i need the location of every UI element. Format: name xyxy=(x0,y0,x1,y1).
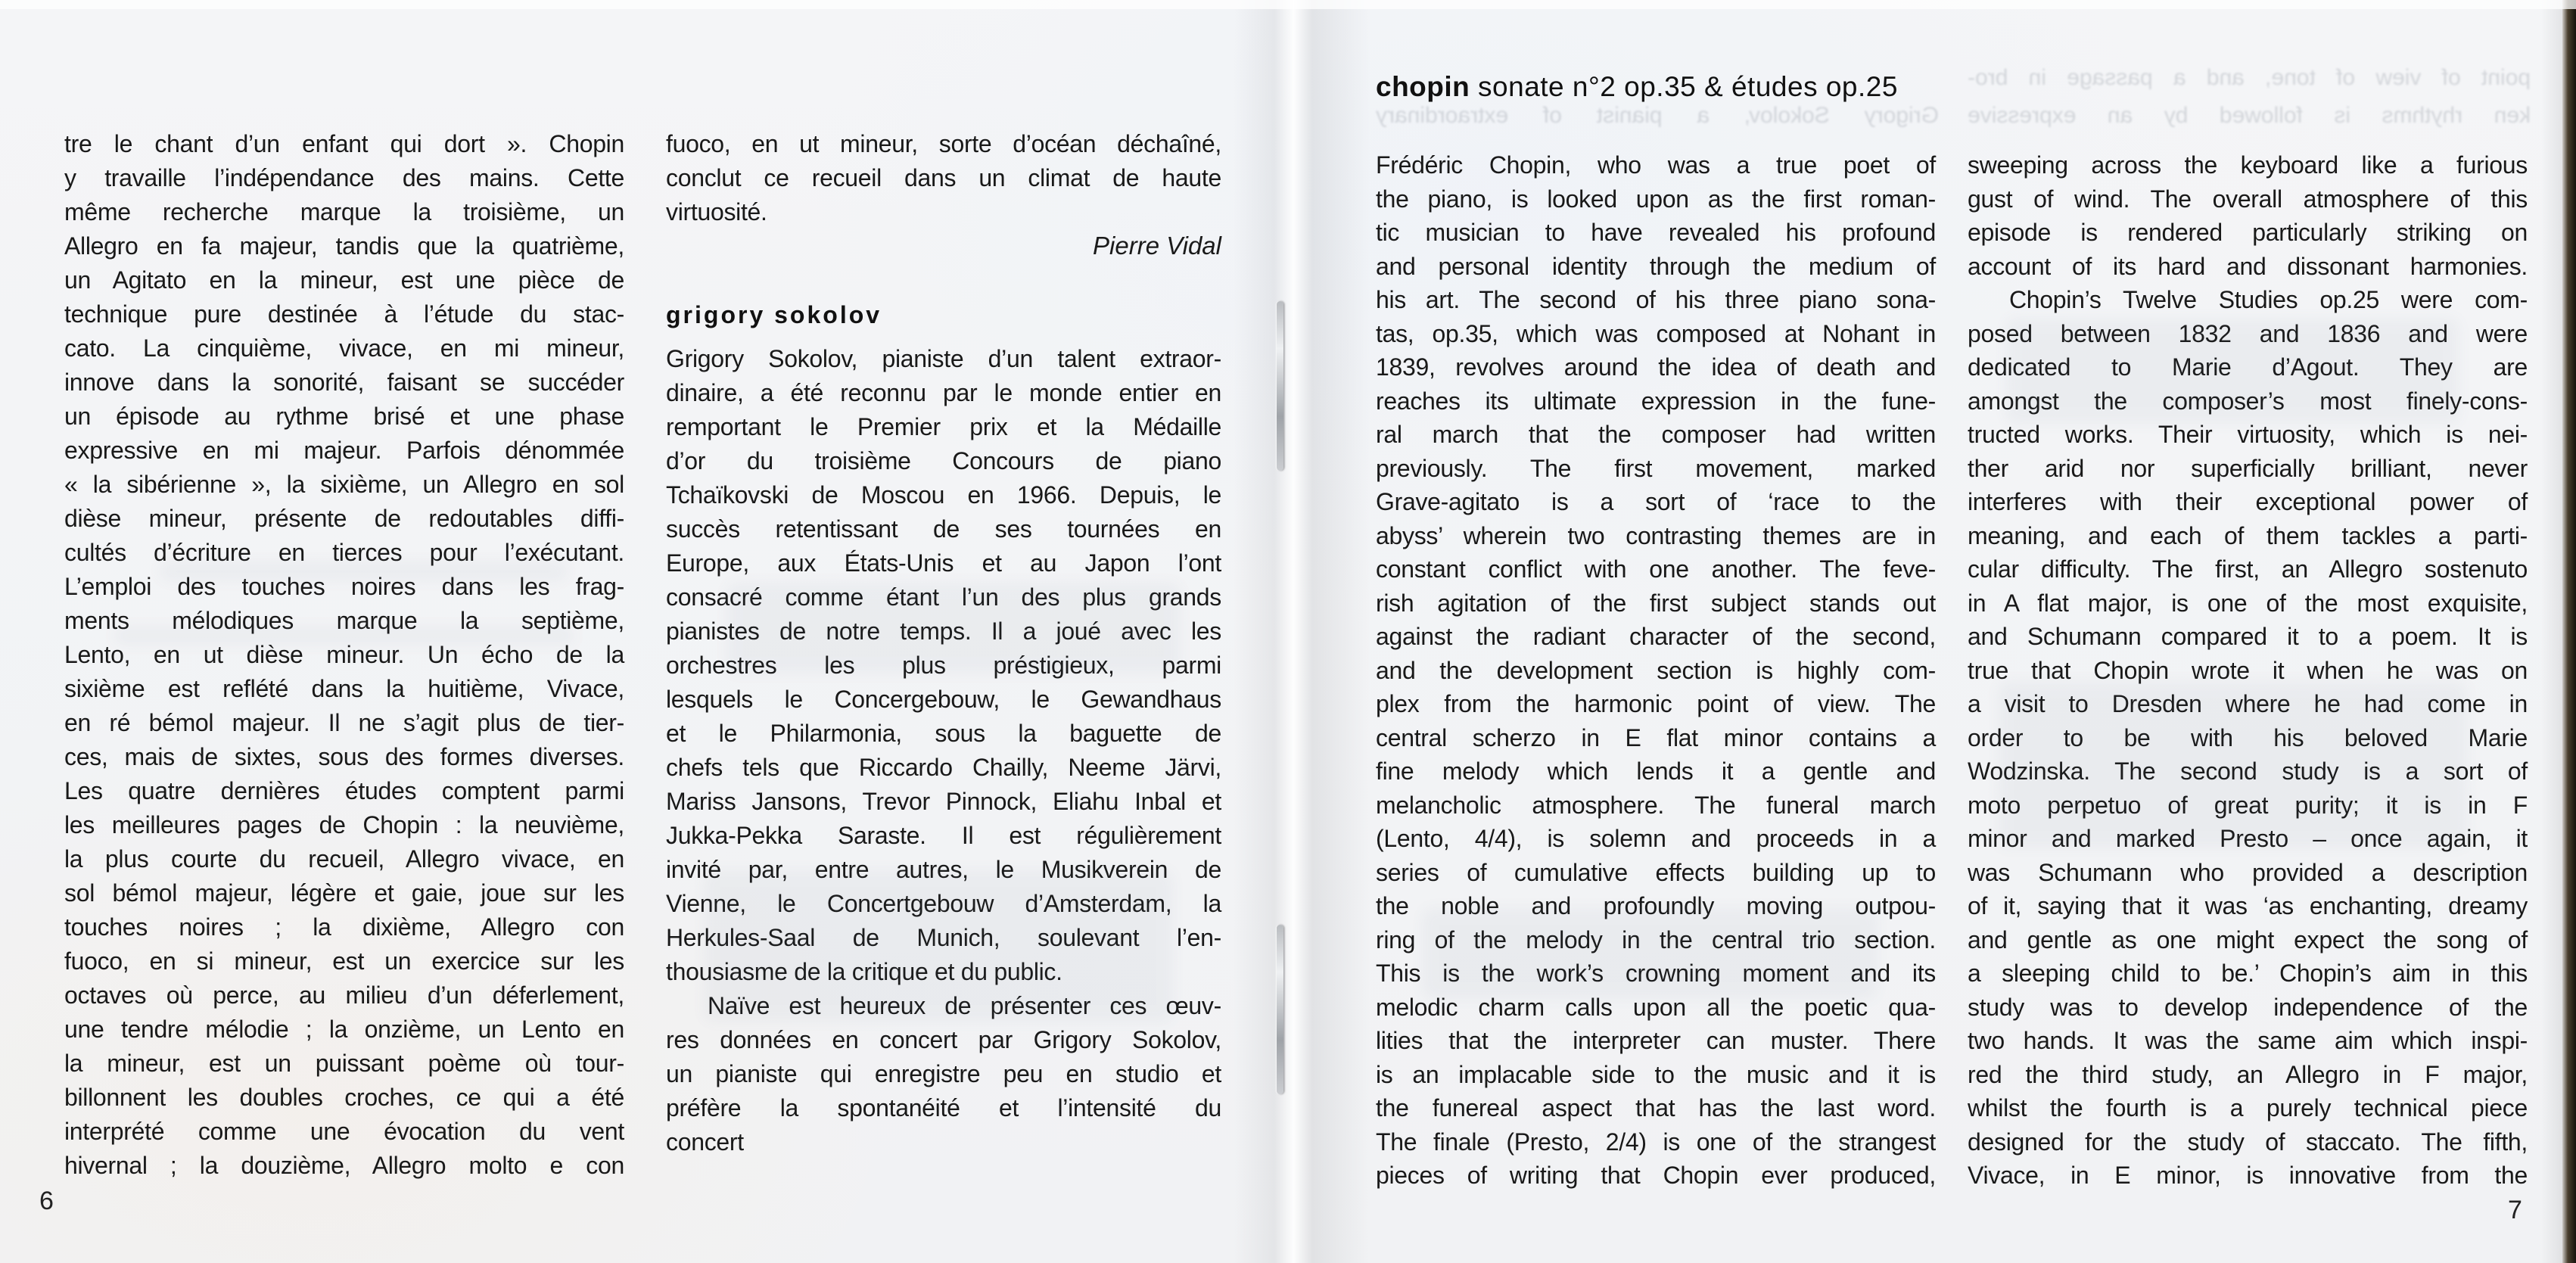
left-column-1: tre le chant d’un enfant qui dort ». Chopin y travaille l’indépendance des mains. Cette même recherche marque la troisième, un Allegro en fa majeur, tandis que la quatrième, un Agitato en la mineur, est une pièce de technique pure destinée à l’étude du stac- cato. La cinquième, vivace, en mi mineur, innove dans la sonorité, faisant se succéder un épisode au rythme brisé et une phase expressive en mi majeur. Parfois dénommée « la sibérienne », la sixième, un Allegro en sol dièse mineur, présente de redoutables diffi- cultés d’écriture en tierces pour l’exécutant. L’emploi des touches noires dans les frag- ments mélodiques marque la septième, Lento, en ut dièse mineur. Un écho de la sixième est reflété dans la huitième, Vivace, en ré bémol majeur. Il ne s’agit plus de tier- ces, mais de sixtes, sous des formes diverses. Les quatre dernières études comptent parmi les meilleures pages de Chopin : la neuvième, la plus courte du recueil, Allegro vivace, en sol bémol majeur, légère et gaie, joue sur les touches noires ; la dixième, Allegro con fuoco, en si mineur, est un exercice sur les octaves où perce, au milieu d’un déferlement, une tendre mélodie ; la onzième, un Lento en la mineur, est un puissant poème où tour- billonnent les doubles croches, ce qui a été interprété comme une évocation du vent hivernal ; la douzième, Allegro molto e con xyxy=(64,130,624,1179)
left-column-2-intro: fuoco, en ut mineur, sorte d’océan déchaîné, conclut ce recueil dans un climat de haute virtuosité. xyxy=(666,130,1221,226)
showthrough-smudge xyxy=(726,583,1181,673)
staple-bottom xyxy=(1277,925,1283,1094)
right-column-1: Frédéric Chopin, who was a true poet of the piano, is looked upon as the first roman- tic musician to have revealed his profound and personal identity through the medium of his art. The second of his three piano sona- tas, op.35, which was composed at Nohant in 1839, revolves around the idea of death and reaches its ultimate expression in the fune- ral march that the composer had written previously. The first movement, marked Grave-agitato is a sort of ‘race to the abyss’ wherein two contrasting themes are in constant conflict with one another. The feve- rish agitation of the first subject stands out against the radiant character of the second, and the development section is highly com- plex from the harmonic point of view. The central scherzo in E flat minor contains a fine melody which lends it a gentle and melancholic atmosphere. The funeral march (Lento, 4/4), is solemn and proceeds in a series of cumulative effects building up to the noble and profoundly moving outpou- ring of the melody in the central trio section. This is the work’s crowning moment and its melodic charm calls upon all the poetic qua- lities that the interpreter can muster. There is an implacable side to the music and it is the funereal aspect that has the last word. The finale (Presto, 2/4) is one of the strangest pieces of writing that Chopin ever produced, xyxy=(1376,151,1936,1189)
page-number-right: 7 xyxy=(2508,1196,2522,1224)
page-number-left: 6 xyxy=(39,1187,54,1215)
showthrough-smudge xyxy=(704,870,1173,1022)
scan-edge xyxy=(2562,0,2576,1263)
showthrough-smudge xyxy=(159,562,568,581)
scan-top-highlight xyxy=(0,0,2576,9)
scan-edge-shadow xyxy=(2541,0,2562,1263)
showthrough-smudge xyxy=(2005,318,2459,424)
showthrough-smudge xyxy=(1423,908,1877,999)
booklet-gutter-fold xyxy=(1234,0,1370,1263)
showthrough-smudge xyxy=(114,627,575,645)
header-artist-name: chopin xyxy=(1376,71,1470,102)
byline-author: Pierre Vidal xyxy=(1093,232,1221,260)
bleedthrough-text: Grigory Sokolov, a pianist of extraordinary xyxy=(1376,103,1939,128)
bleedthrough-text: point of view of tone, and a passage in bro- ken rhythms is followed by an expressive xyxy=(1968,65,2531,128)
header-work-title: sonate n°2 op.35 & études op.25 xyxy=(1470,71,1898,102)
section-heading-grigory-sokolov: grigory sokolov xyxy=(666,301,882,328)
staple-top xyxy=(1277,301,1283,471)
right-column-2: sweeping across the keyboard like a furious gust of wind. The overall atmosphere of this episode is rendered particularly striking on account of its hard and dissonant harmonies. Chopin’s Twelve Studies op.25 were com- posed between 1832 and 1836 and were dedicated to Marie d’Agout. They are amongst the composer’s most finely-cons- tructed works. Their virtuosity, which is nei- ther arid nor superficially brilliant, never interferes with their exceptional power of meaning, and each of them tackles a parti- cular difficulty. The first, an Allegro sostenuto in A flat major, is one of the most exquisite, and Schumann compared it to a poem. It is true that Chopin wrote it when he was on a visit to Dresden where he had come in order to be with his beloved Marie Wodzinska. The second study is a sort of moto perpetuo of great purity; it is in F minor and marked Presto – once again, it was Schumann who provided a description of it, saying that it was ‘as enchanting, dreamy and gentle as one might expect the song of a sleeping child to be.’ Chopin’s aim in this study was to develop independence of the two hands. It was the same aim which inspi- red the third study, an Allegro in F major, whilst the fourth is a purely technical piece designed for the study of staccato. The fifth, Vivace, in E minor, is innovative from the xyxy=(1968,151,2528,1189)
showthrough-smudge xyxy=(1998,681,2467,848)
left-column-2-body: Grigory Sokolov, pianiste d’un talent extraor- dinaire, a été reconnu par le monde entier en remportant le Premier prix et la Médaille d’or du troisième Concours de piano Tchaïkovski de Moscou en 1966. Depuis, le succès retentissant de ses tournées en Europe, aux États-Unis et au Japon l’ont consacré comme étant l’un des plus grands pianistes de notre temps. Il a joué avec les orchestres les plus préstigieux, parmi lesquels le Concergebouw, le Gewandhaus et le Philarmonia, sous la baguette de chefs tels que Riccardo Chailly, Neeme Järvi, Mariss Jansons, Trevor Pinnock, Eliahu Inbal et Jukka-Pekka Saraste. Il est régulièrement invité par, entre autres, le Musikverein de Vienne, le Concertgebouw d’Amsterdam, la Herkules-Saal de Munich, soulevant l’en- thousiasme de la critique et du public. Naïve est heureux de présenter ces œuv- res données en concert par Grigory Sokolov, un pianiste qui enregistre peu en studio et préfère la spontanéité et l’intensité du concert xyxy=(666,345,1221,1156)
